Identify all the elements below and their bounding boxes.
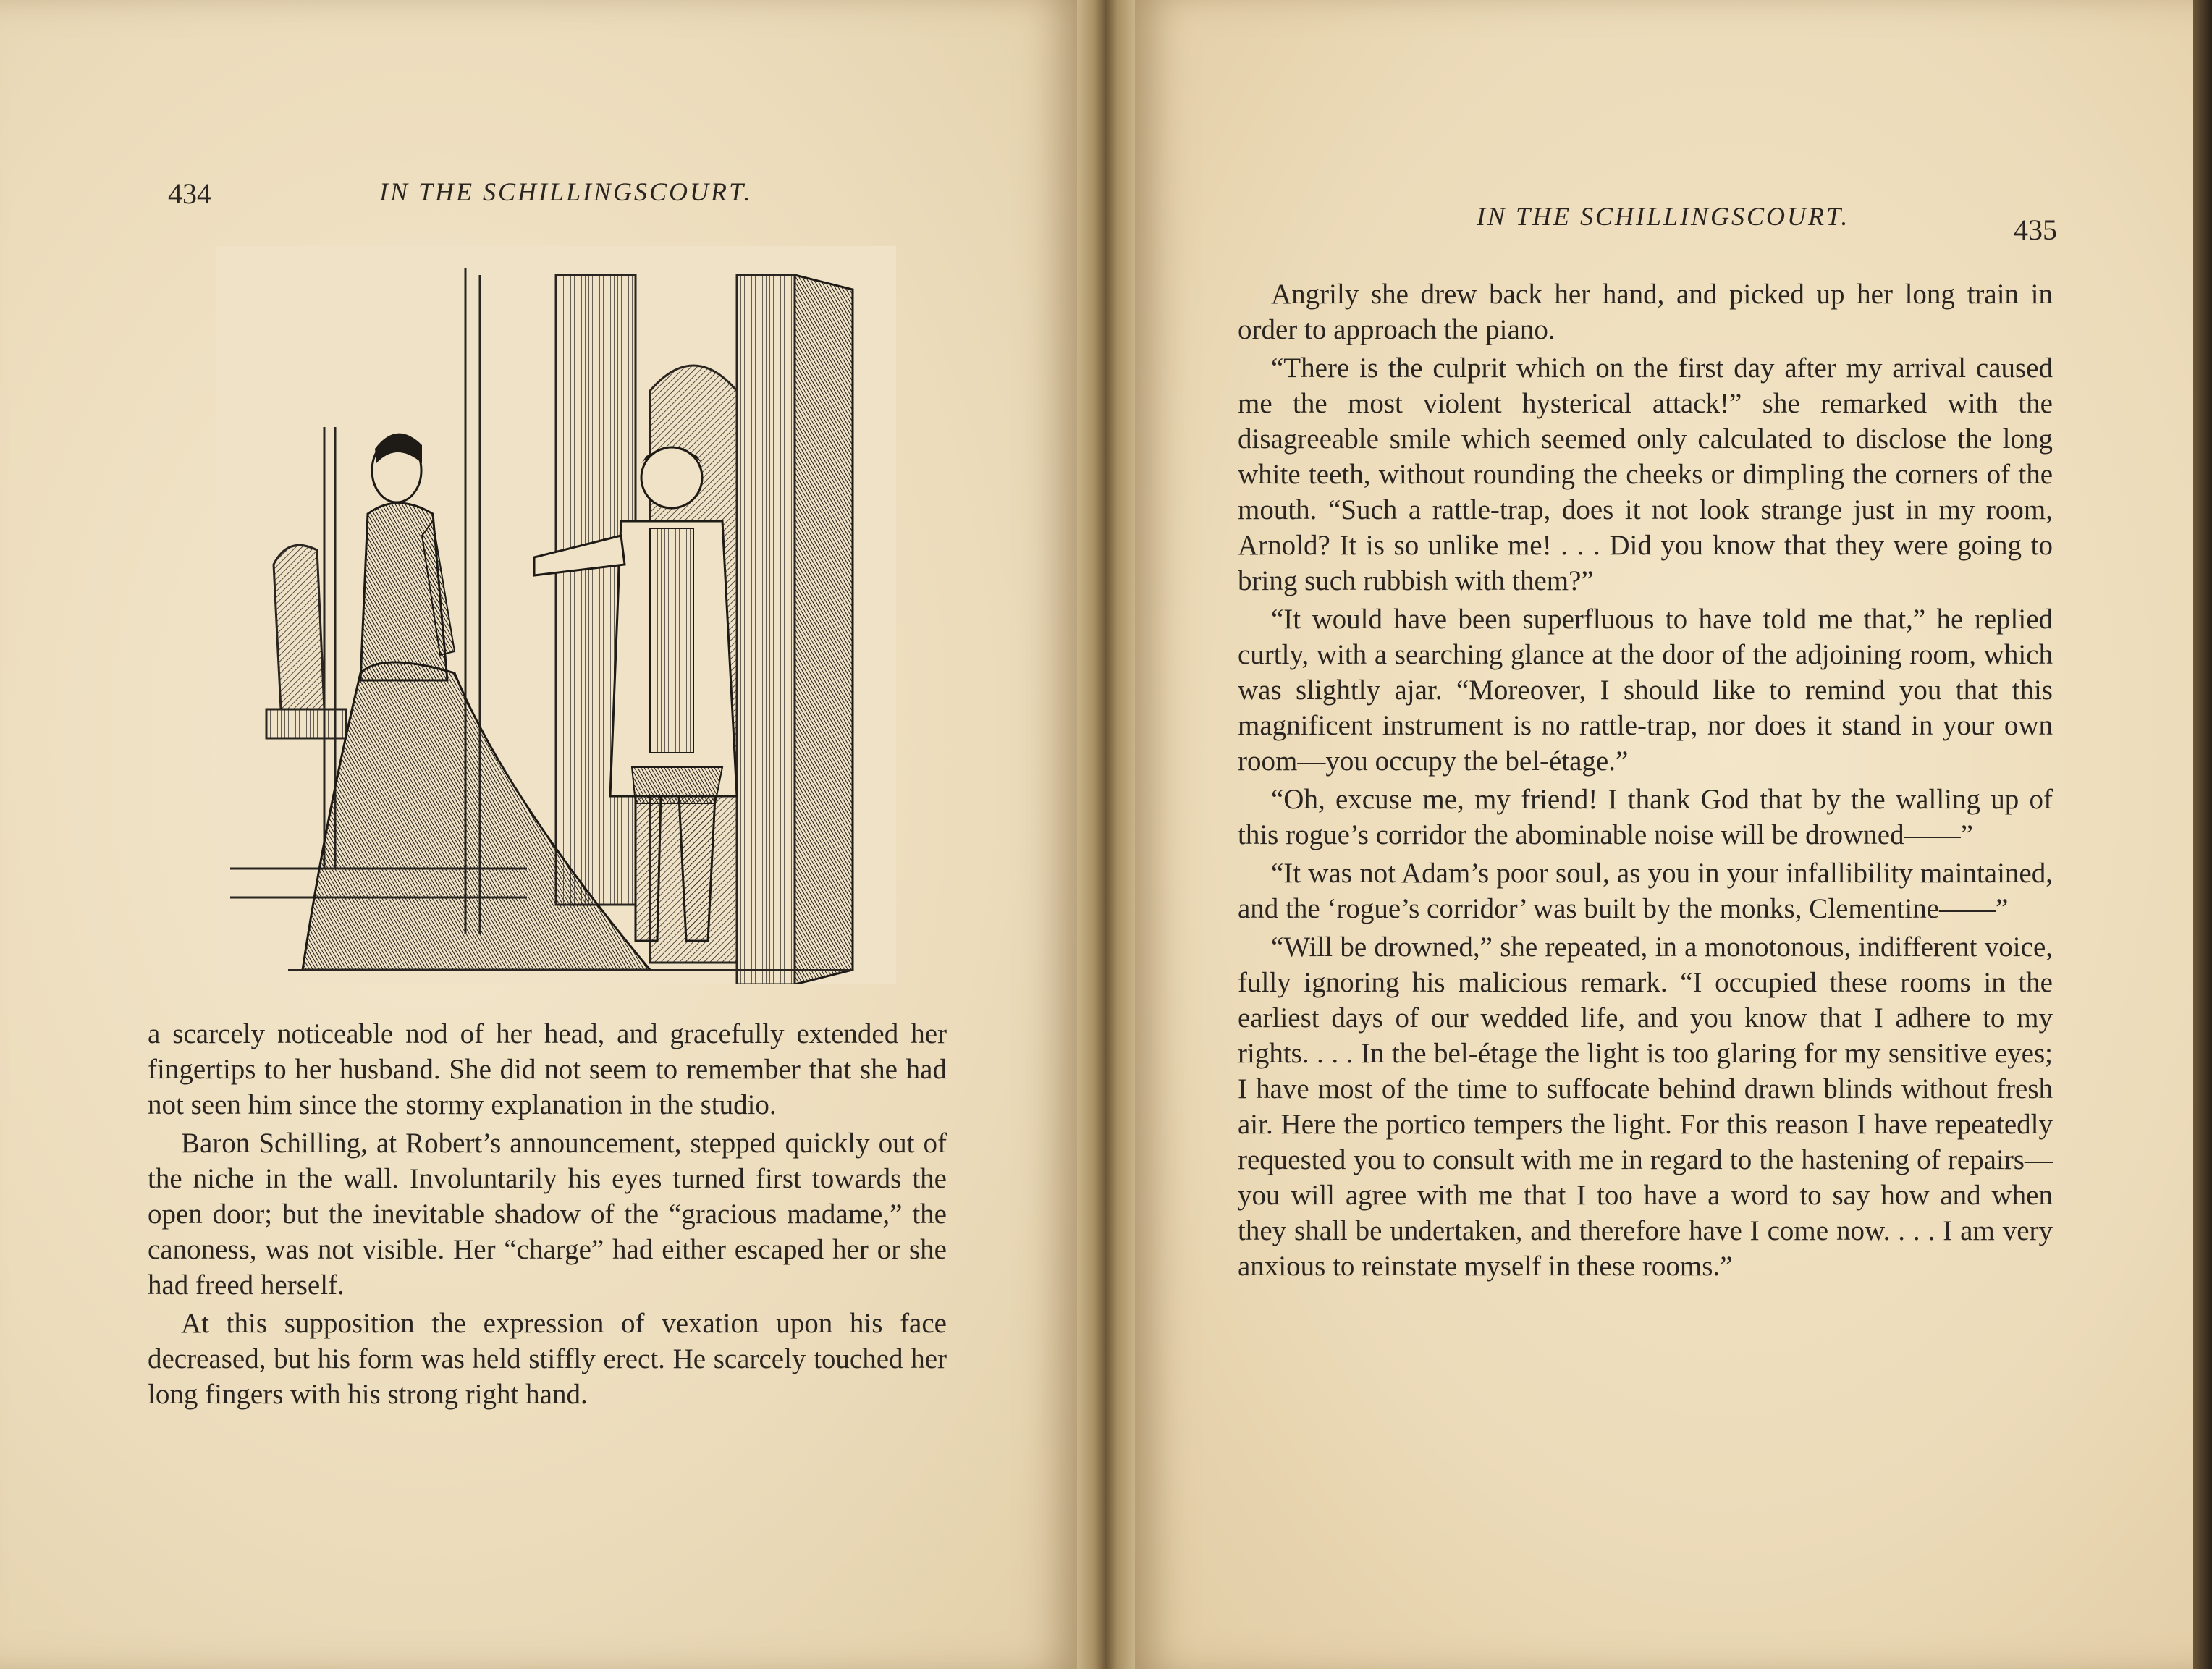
book-gutter — [1077, 0, 1135, 1669]
paragraph: a scarcely noticeable nod of her head, and gracefully extended her fingertips to her husband. She did not seem to remember that she had not seen him since the stormy explanation in the studio. — [148, 1018, 947, 1120]
paragraph: Angrily she drew back her hand, and picked up her long train in order to approach the piano. — [1238, 279, 2053, 345]
paragraph: Baron Schilling, at Robert’s announcement, stepped quickly out of the niche in the wall. Involuntarily his eyes turned first towards the open door; but the inevitable shadow of the “gracious madame,” the canoness, was not visible. Her “charge” had either escaped her or she had freed herself. — [148, 1128, 947, 1301]
right-page-number: 435 — [2014, 214, 2057, 246]
paragraph: “It would have been superfluous to have told me that,” he replied curtly, with a searching glance at the door of the adjoining room, which was slightly ajar. “Moreover, I should like to remind you that this magnificent instrument is no rattle-trap, nor does it stand in your own room—you occupy the bel-étage.” — [1238, 604, 2053, 777]
paragraph: “It was not Adam’s poor soul, as you in your infallibility maintained, and the ‘rogue’s corridor’ was built by the monks, Clementine——” — [1238, 858, 2053, 924]
paragraph: “There is the culprit which on the first day after my arrival caused me the most violent hysterical attack!” she remarked with the disagreeable smile which seemed only calculated to disclose the long white teeth, without rounding the cheeks or dimpling the corners of the mouth. “Such a rattle-trap, does it not look strange just in my room, Arnold? It is so unlike me! . . . Did you know that they were going to bring such rubbish with them?” — [1238, 352, 2053, 596]
engraving-illustration — [216, 246, 896, 984]
left-page — [0, 0, 1077, 1669]
paragraph: At this supposition the expression of vexation upon his face decreased, but his form was held stiffly erect. He scarcely touched her long fingers with his strong right hand. — [148, 1308, 947, 1410]
left-body-text — [148, 1016, 947, 1412]
page-edge — [2193, 0, 2212, 1669]
right-body-text — [1238, 276, 2053, 1284]
paragraph: “Will be drowned,” she repeated, in a monotonous, indifferent voice, fully ignoring his malicious remark. “I occupied these rooms in the earliest days of our wedded life, and you know that I adhere to my rights. . . . In the bel-étage the light is too glaring for my sensitive eyes; I have most of the time to suffocate behind drawn blinds without fresh air. Here the portico tempers the light. For this reason I have repeatedly requested you to consult with me in regard to the hastening of repairs—you will agree with me that I too have a word to say how and when they shall be undertaken, and therefore have I come now. . . . I am very anxious to reinstate myself in these rooms.” — [1238, 931, 2053, 1282]
right-page — [1135, 0, 2212, 1669]
left-running-head: IN THE SCHILLINGSCOURT. — [379, 177, 753, 206]
paragraph: “Oh, excuse me, my friend! I thank God that by the walling up of this rogue’s corridor the abominable noise will be drowned——” — [1238, 784, 2053, 850]
right-running-head: IN THE SCHILLINGSCOURT. — [1477, 202, 1850, 231]
left-page-number: 434 — [168, 177, 211, 210]
